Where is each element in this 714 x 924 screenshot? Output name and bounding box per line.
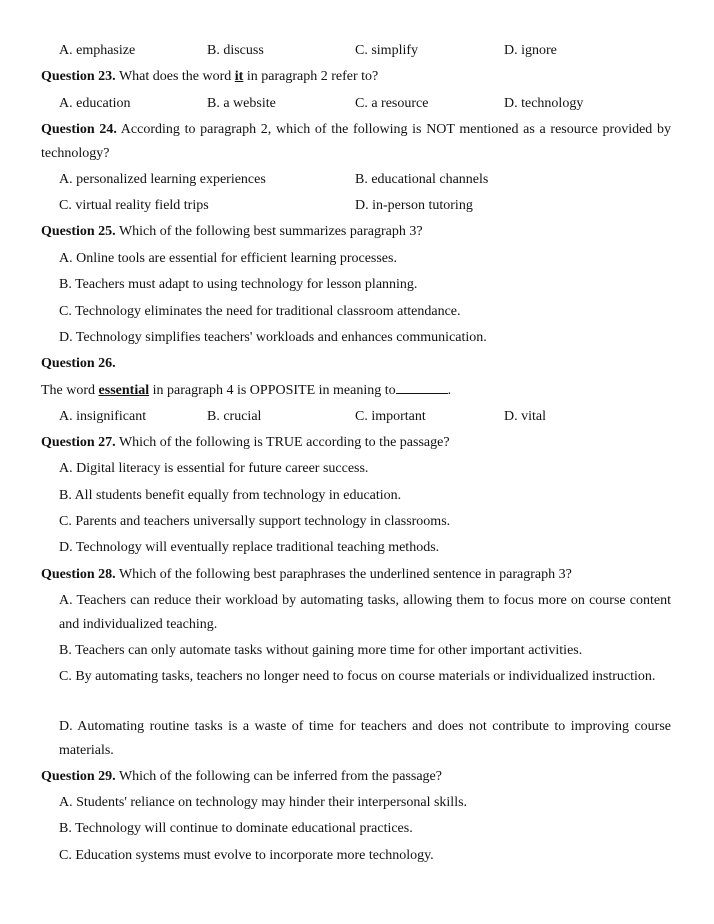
option-a: A. Teachers can reduce their workload by automating tasks, allowing them to focus more on course content and individualized teaching. <box>59 593 671 632</box>
question-label: Question 23. <box>41 69 116 84</box>
option-c: C. Education systems must evolve to incorporate more technology. <box>59 848 434 863</box>
question-text: According to paragraph 2, which of the following is NOT mentioned as a resource provided by technology? <box>41 122 671 161</box>
question-text: Which of the following best paraphrases the underlined sentence in paragraph 3? <box>118 567 572 582</box>
option-b: B. discuss <box>207 43 264 58</box>
question-24-stem <box>41 118 671 166</box>
question-label: Question 27. <box>41 435 116 450</box>
question-label: Question 28. <box>41 567 116 582</box>
question-text: The word <box>41 383 96 398</box>
question-label: Question 25. <box>41 224 116 239</box>
option-b: B. Teachers must adapt to using technology for lesson planning. <box>59 277 418 292</box>
question-text: Which of the following is TRUE according to the passage? <box>118 435 450 450</box>
option-d: D. vital <box>504 409 546 424</box>
option-c: C. Technology eliminates the need for traditional classroom attendance. <box>59 304 461 319</box>
question-27-stem <box>41 434 450 452</box>
question-label: Question 29. <box>41 769 116 784</box>
option-a: A. personalized learning experiences <box>59 172 266 187</box>
option-d: D. ignore <box>504 43 557 58</box>
option-d: D. in-person tutoring <box>355 198 473 213</box>
question-26-label <box>41 355 116 373</box>
option-a: A. Digital literacy is essential for future career success. <box>59 461 369 476</box>
question-text: in paragraph 4 is OPPOSITE in meaning to <box>152 383 396 398</box>
question-label: Question 24. <box>41 122 117 137</box>
option-a: A. education <box>59 96 131 111</box>
question-26-stem <box>41 381 451 400</box>
option-a: A. insignificant <box>59 409 147 424</box>
option-c: C. important <box>355 409 426 424</box>
option-c: C. simplify <box>355 43 419 58</box>
option-d: D. technology <box>504 96 584 111</box>
question-text-end: . <box>447 383 452 398</box>
option-b: B. educational channels <box>355 172 489 187</box>
option-b: B. crucial <box>207 409 262 424</box>
option-c: C. a resource <box>355 96 429 111</box>
option-d: D. Technology will eventually replace traditional teaching methods. <box>59 540 440 555</box>
question-text: Which of the following best summarizes paragraph 3? <box>118 224 423 239</box>
question-25-stem <box>41 223 423 241</box>
question-23-stem <box>41 68 378 86</box>
question-text: Which of the following can be inferred from the passage? <box>118 769 442 784</box>
option-a: A. Students' reliance on technology may hinder their interpersonal skills. <box>59 795 468 810</box>
option-a: A. emphasize <box>59 43 136 58</box>
keyword-underlined: essential <box>98 383 150 398</box>
question-text: in paragraph 2 refer to? <box>246 69 379 84</box>
keyword-underlined: it <box>234 69 244 84</box>
option-c: C. By automating tasks, teachers no longer need to focus on course materials or individualized instruction. <box>59 669 656 684</box>
option-d: D. Automating routine tasks is a waste of time for teachers and does not contribute to improving course materials. <box>59 719 671 758</box>
question-text: What does the word <box>118 69 232 84</box>
option-c: C. Parents and teachers universally support technology in classrooms. <box>59 514 451 529</box>
option-a: A. Online tools are essential for efficient learning processes. <box>59 251 397 266</box>
question-29-stem <box>41 768 442 786</box>
answer-blank <box>396 381 448 394</box>
option-b: B. a website <box>207 96 276 111</box>
question-label: Question 26. <box>41 356 116 371</box>
option-d: D. Technology simplifies teachers' workloads and enhances communication. <box>59 330 487 345</box>
option-b: B. Technology will continue to dominate educational practices. <box>59 821 413 836</box>
option-c: C. virtual reality field trips <box>59 198 209 213</box>
question-28-stem <box>41 566 572 584</box>
option-b: B. Teachers can only automate tasks without gaining more time for other important activities. <box>59 643 583 658</box>
option-b: B. All students benefit equally from technology in education. <box>59 488 402 503</box>
